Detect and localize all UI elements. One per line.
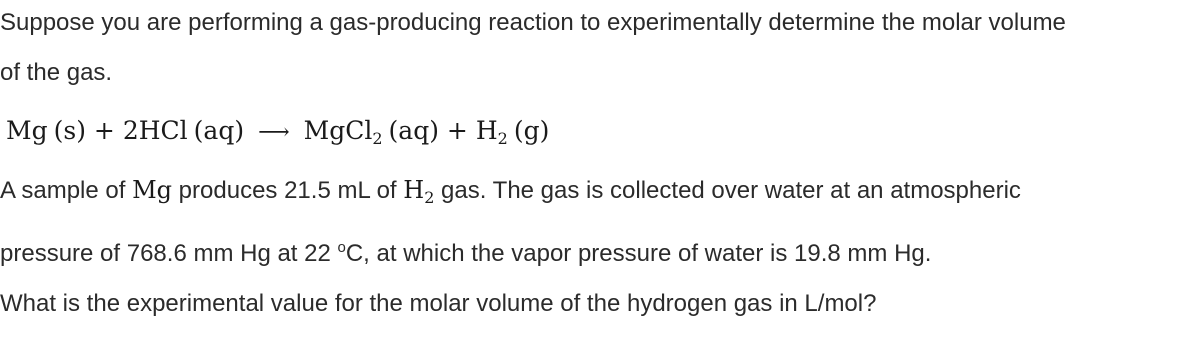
chemical-equation bbox=[6, 114, 549, 150]
question-prompt: What is the experimental value for the molar volume of the hydrogen gas in L/mol? bbox=[0, 290, 877, 317]
eq-coefficient-2: 2 bbox=[122, 116, 139, 145]
sentence-1-element: Mg bbox=[132, 176, 173, 204]
eq-plus-2: + bbox=[446, 116, 468, 145]
eq-plus-1: + bbox=[93, 116, 115, 145]
degree-symbol: o bbox=[337, 239, 346, 256]
sentence-1-gas: H bbox=[403, 176, 425, 204]
eq-product-1-state: (aq) bbox=[388, 116, 439, 145]
sentence-2 bbox=[0, 239, 931, 269]
eq-arrow: ⟶ bbox=[258, 120, 290, 145]
eq-product-2-subscript: 2 bbox=[497, 129, 508, 148]
sentence-2-part-2: C, at which the vapor pressure of water is 19.8 mm Hg. bbox=[345, 240, 932, 267]
sentence-1-part-3: gas. The gas is collected over water at an atmospheric bbox=[434, 177, 1021, 204]
sentence-1-part-1: A sample of bbox=[0, 177, 133, 204]
eq-reactant-1: Mg bbox=[6, 116, 48, 145]
eq-product-2: H bbox=[475, 116, 498, 145]
sentence-1 bbox=[0, 175, 1021, 206]
sentence-2-part-1: pressure of 768.6 mm Hg at 22 bbox=[0, 240, 338, 267]
intro-line-2: of the gas. bbox=[0, 59, 113, 86]
sentence-1-gas-subscript: 2 bbox=[424, 188, 435, 207]
eq-product-1: MgCl bbox=[303, 116, 373, 145]
eq-product-1-subscript: 2 bbox=[372, 129, 383, 148]
eq-product-2-state: (g) bbox=[513, 116, 550, 145]
intro-line-1: Suppose you are performing a gas-producing reaction to experimentally determine the molar volume bbox=[0, 9, 1066, 36]
sentence-1-part-2: produces 21.5 mL of bbox=[172, 177, 404, 204]
eq-reactant-2: HCl bbox=[138, 116, 188, 145]
eq-reactant-2-state: (aq) bbox=[193, 116, 245, 145]
eq-reactant-1-state: (s) bbox=[53, 116, 86, 145]
